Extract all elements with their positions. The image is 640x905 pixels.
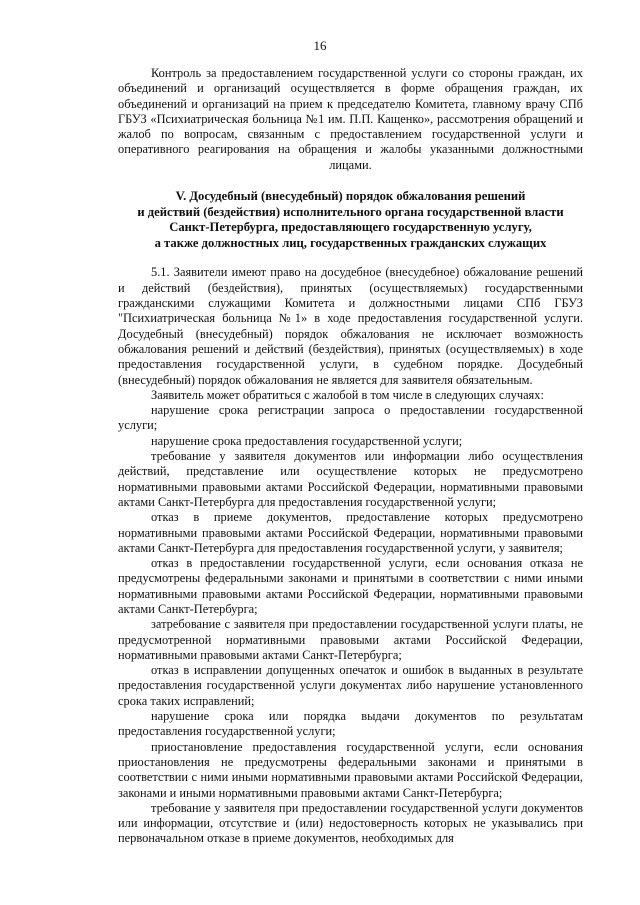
- list-item: требование у заявителя при предоставлении государственной услуги документов или информации, отсутствие и (или) недостоверность которых не указывались при первоначальном отказе в приеме документов, необходимых для: [118, 800, 583, 846]
- list-item: отказ в приеме документов, предоставление которых предусмотрено нормативными правовыми актами Российской Федерации, нормативными правовыми актами Санкт-Петербурга для предоставления государственной услуги, у заявителя;: [118, 510, 583, 555]
- section-title-line: и действий (бездействия) исполнительного органа государственной власти: [137, 204, 564, 219]
- list-item: отказ в предоставлении государственной услуги, если основания отказа не предусмотрены федеральными законами и принятыми в соответствии с ними иными нормативными правовыми актами Российской Федерации, нормативными правовыми актами Санкт-Петербурга;: [118, 556, 583, 616]
- list-item: затребование с заявителя при предоставлении государственной услуги платы, не предусмотренной нормативными правовыми актами Российской Федерации, нормативными правовыми актами Санкт-Петербурга;: [118, 617, 583, 662]
- intro-paragraph: Контроль за предоставлением государственной услуги со стороны граждан, их объединений и организаций осуществляется в форме обращения граждан, их объединений и организаций на прием к председателю Комитета, главному врачу СПб ГБУЗ «Психиатрическая больница №1 им. П.П. Кащенко», рассмотрения обращений и жалоб по вопросам, связанным с предоставлением государственной услуги и оперативного реагирования на обращения и жалобы указанными должностными лицами.: [118, 66, 583, 172]
- section-title-line: а также должностных лиц, государственных гражданских служащих: [154, 235, 547, 250]
- page-number: 16: [313, 38, 327, 53]
- section-title-line: V. Досудебный (внесудебный) порядок обжалования решений: [175, 189, 526, 204]
- list-item: нарушение срока предоставления государственной услуги;: [151, 433, 463, 448]
- list-item: отказ в исправлении допущенных опечаток и ошибок в выданных в результате предоставления государственной услуги документах либо нарушение установленного срока таких исправлений;: [118, 663, 583, 708]
- paragraph-5-1: 5.1. Заявители имеют право на досудебное (внесудебное) обжалование решений и действий (бездействия), принятых (осуществляемых) государственными гражданскими служащими Комитета и должностными лицами СПб ГБУЗ "Психиатрическая больница №1» в ходе предоставления государственной услуги. Досудебный (внесудебный) порядок обжалования не исключает возможность обжалования решений и действий (бездействия), принятых (осуществляемых) в ходе предоставления государственной услуги, в судебном порядке. Досудебный (внесудебный) порядок обжалования не является для заявителя обязательным.: [118, 265, 583, 387]
- list-item: требование у заявителя документов или информации либо осуществления действий, представление или осуществление которых не предусмотрено нормативными правовыми актами Российской Федерации, нормативными правовыми актами Санкт-Петербурга для предоставления государственной услуги;: [118, 449, 583, 509]
- list-item: приостановление предоставления государственной услуги, если основания приостановления не предусмотрены федеральными законами и принятыми в соответствии с ними иными нормативными правовыми актами Российской Федерации, законами и иными нормативными правовыми актами Санкт-Петербурга;: [118, 739, 583, 800]
- list-item: нарушение срока или порядка выдачи документов по результатам предоставления государственной услуги;: [118, 709, 583, 739]
- document-body: [118, 66, 583, 847]
- list-item: нарушение срока регистрации запроса о предоставлении государственной услуги;: [118, 403, 583, 433]
- section-title-line: Санкт-Петербурга, предоставляющего государственную услугу,: [169, 220, 532, 235]
- section-title: [118, 189, 583, 251]
- paragraph-cases-intro: Заявитель может обратиться с жалобой в том числе в следующих случаях:: [151, 387, 544, 402]
